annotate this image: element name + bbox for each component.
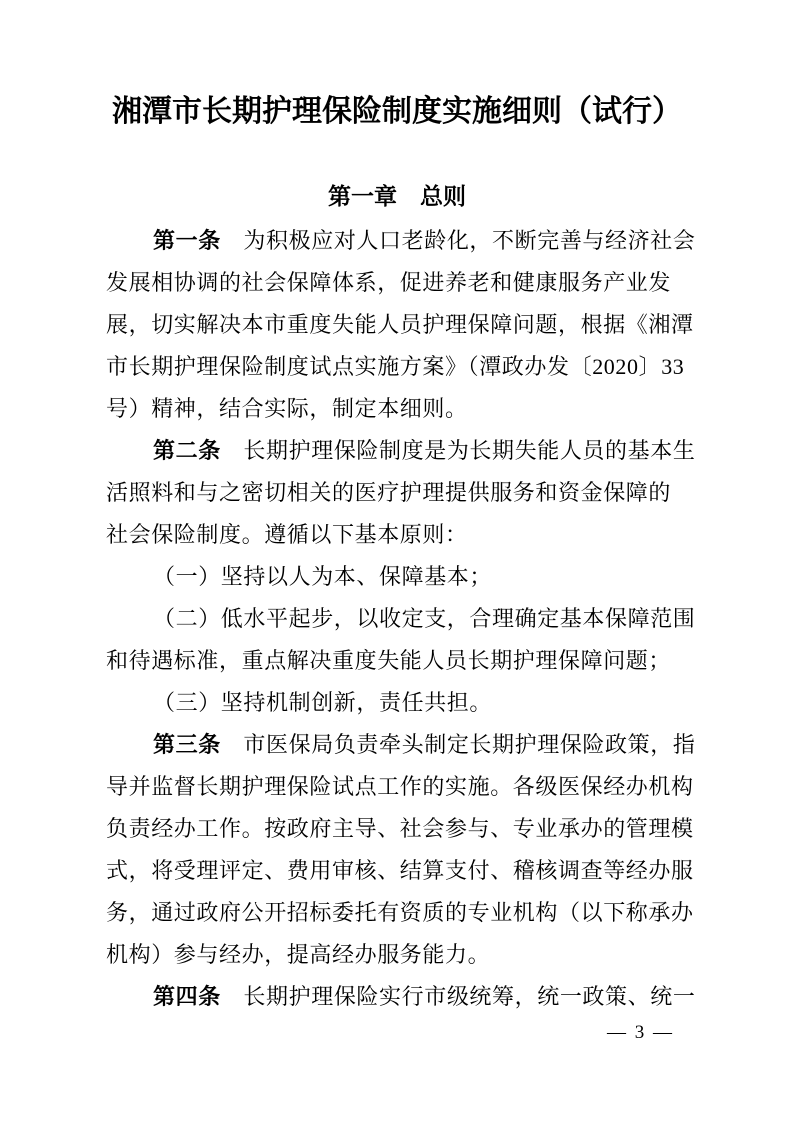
text-line [106, 598, 700, 640]
line-text: 导并监督长期护理保险试点工作的实施。各级医保经办机构 [106, 774, 694, 799]
text-line [106, 724, 700, 766]
line-text: 市长期护理保险制度试点实施方案》（潭政办发〔2020〕33 [106, 354, 685, 379]
line-text: 负责经办工作。按政府主导、社会参与、专业承办的管理模 [106, 816, 694, 841]
text-line [106, 556, 700, 598]
text-line [106, 682, 700, 724]
text-line [106, 934, 700, 976]
article-label: 第二条 [153, 438, 221, 463]
text-line [106, 892, 700, 934]
line-text: （一）坚持以人为本、保障基本； [153, 564, 493, 589]
text-line [106, 640, 700, 682]
text-line [106, 808, 700, 850]
text-line [106, 220, 700, 262]
line-text: 和待遇标准，重点解决重度失能人员长期护理保障问题； [106, 648, 672, 673]
article-label: 第三条 [153, 732, 221, 757]
text-line [106, 472, 700, 514]
text-line [106, 766, 700, 808]
text-line [106, 346, 700, 388]
text-line [106, 304, 700, 346]
document-title: 湘潭市长期护理保险制度实施细则（试行） [112, 95, 682, 128]
line-text: 式，将受理评定、费用审核、结算支付、稽核调查等经办服 [106, 858, 694, 883]
line-text: 展，切实解决本市重度失能人员护理保障问题，根据《湘潭 [106, 312, 694, 337]
chapter-heading: 第一章 总则 [328, 184, 466, 209]
line-text: 为积极应对人口老龄化，不断完善与经济社会 [220, 228, 696, 253]
page-number: — 3 — [607, 1022, 674, 1043]
line-text: 活照料和与之密切相关的医疗护理提供服务和资金保障的 [106, 480, 672, 505]
line-text: 发展相协调的社会保障体系，促进养老和健康服务产业发 [106, 270, 672, 295]
line-text: （三）坚持机制创新，责任共担。 [153, 690, 493, 715]
text-line [106, 514, 700, 556]
line-text: 社会保险制度。遵循以下基本原则： [106, 522, 468, 547]
line-text: （二）低水平起步，以收定支，合理确定基本保障范围 [153, 606, 696, 631]
text-line [106, 388, 700, 430]
text-line [106, 262, 700, 304]
line-text: 务，通过政府公开招标委托有资质的专业机构（以下称承办 [106, 900, 694, 925]
line-text: 市医保局负责牵头制定长期护理保险政策，指 [220, 732, 696, 757]
line-text: 长期护理保险实行市级统筹，统一政策、统一 [220, 984, 696, 1009]
article-label: 第四条 [153, 984, 221, 1009]
document-body [0, 220, 794, 1018]
line-text: 长期护理保险制度是为长期失能人员的基本生 [220, 438, 696, 463]
text-line [106, 430, 700, 472]
article-label: 第一条 [153, 228, 221, 253]
text-line [106, 976, 700, 1018]
line-text: 号）精神，结合实际，制定本细则。 [106, 396, 468, 421]
text-line [106, 850, 700, 892]
line-text: 机构）参与经办，提高经办服务能力。 [106, 942, 491, 967]
